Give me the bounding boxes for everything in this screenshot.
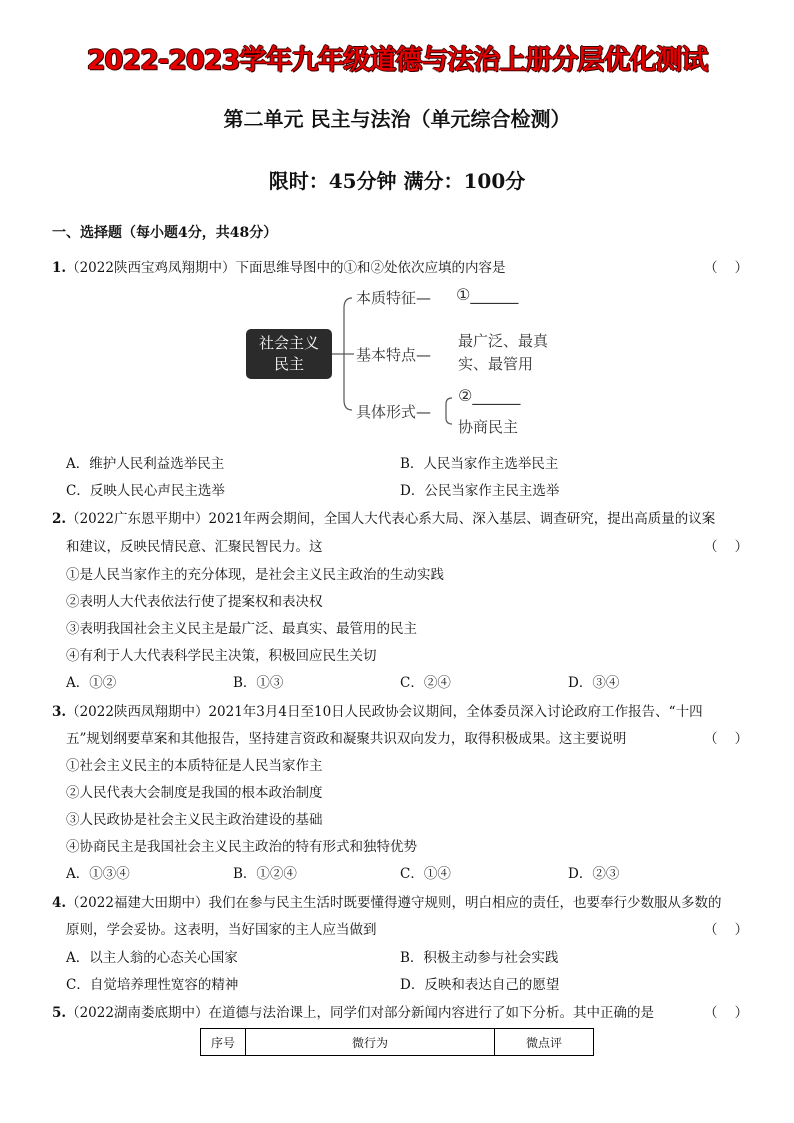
question-4-option-c: C．自觉培养理性宽容的精神 <box>66 977 239 993</box>
mind-map-branch-1-value: ①______ <box>456 285 519 304</box>
question-3-item-3: ③人民政协是社会主义民主政治建设的基础 <box>66 812 323 828</box>
table-header-cell: 微行为 <box>246 1029 495 1056</box>
question-4-answer-blank: （ ） <box>704 922 749 938</box>
question-2-item-4: ④有利于人大代表科学民主决策，积极回应民生关切 <box>66 648 377 664</box>
question-2-option-b: B．①③ <box>233 675 284 691</box>
question-2-option-c: C．②④ <box>400 675 451 691</box>
table-header-cell: 微点评 <box>495 1029 594 1056</box>
mind-map <box>246 282 586 442</box>
section-heading: 一、选择题（每小题4分，共48分） <box>52 225 278 241</box>
question-3-item-2: ②人民代表大会制度是我国的根本政治制度 <box>66 785 323 801</box>
question-3-item-4: ④协商民主是我国社会主义民主政治的特有形式和独特优势 <box>66 839 417 855</box>
mind-map-branch-2-value-2: 实、最管用 <box>458 355 534 373</box>
question-5-answer-blank: （ ） <box>704 1005 749 1021</box>
question-1-answer-blank: （ ） <box>704 260 749 276</box>
question-3-option-a: A．①③④ <box>66 866 130 882</box>
question-2-item-1: ①是人民当家作主的充分体现，是社会主义民主政治的生动实践 <box>66 567 444 583</box>
mind-map-branch-2-label: 基本特点— <box>356 346 432 364</box>
mind-map-branch-1-label: 本质特征— <box>356 289 432 307</box>
question-1-option-c: C．反映人民心声民主选举 <box>66 483 225 499</box>
question-4-option-b: B．积极主动参与社会实践 <box>400 950 559 966</box>
question-3-option-b: B．①②④ <box>233 866 297 882</box>
mind-map-root-line-1: 社会主义 <box>258 334 319 352</box>
question-2-option-d: D．③④ <box>568 675 620 691</box>
question-4-option-a: A．以主人翁的心态关心国家 <box>66 950 238 966</box>
question-2-line-2: 和建议，反映民情民意、汇聚民智民力。这 <box>66 539 323 555</box>
table-header-cell: 序号 <box>201 1029 246 1056</box>
question-3-line-1 <box>52 700 703 720</box>
question-3-number: 3. <box>52 704 67 720</box>
question-2-number: 2. <box>52 511 67 527</box>
mind-map-branch-3-label: 具体形式— <box>356 403 432 421</box>
question-1-number: 1. <box>52 260 67 276</box>
question-2-item-2: ②表明人大代表依法行使了提案权和表决权 <box>66 594 323 610</box>
question-4-text-1: （2022福建大田期中）我们在参与民主生活时既要懂得遵守规则，明白相应的责任，也要奉行少数服从多数的 <box>66 895 722 911</box>
question-1-text: （2022陕西宝鸡凤翔期中）下面思维导图中的①和②处依次应填的内容是 <box>66 260 506 276</box>
question-3-line-2: 五”规划纲要草案和其他报告，坚持建言资政和凝聚共识双向发力，取得积极成果。这主要说明 <box>66 731 627 747</box>
exam-timing: 限时：45分钟 满分：100分 <box>268 169 526 193</box>
page-title: 2022-2023学年九年级道德与法治上册分层优化测试 <box>86 45 708 76</box>
question-3-item-1: ①社会主义民主的本质特征是人民当家作主 <box>66 758 323 774</box>
question-4-line-1 <box>52 891 721 911</box>
question-2-answer-blank: （ ） <box>704 539 749 555</box>
question-1-line-1 <box>52 256 505 276</box>
question-2-option-a: A．①② <box>66 675 117 691</box>
question-5-table <box>200 1028 594 1056</box>
question-2-item-3: ③表明我国社会主义民主是最广泛、最真实、最管用的民主 <box>66 621 417 637</box>
question-5-line-1 <box>52 1001 654 1021</box>
mind-map-branch-2-value-1: 最广泛、最真 <box>458 332 549 350</box>
unit-subtitle: 第二单元 民主与法治（单元综合检测） <box>223 107 571 131</box>
question-1-option-b: B．人民当家作主选举民主 <box>400 456 559 472</box>
question-2-line-1 <box>52 507 715 527</box>
question-3-text-1: （2022陕西凤翔期中）2021年3月4日至10日人民政协会议期间，全体委员深入讨论政府工作报告、“十四 <box>66 704 703 720</box>
question-1-option-d: D．公民当家作主民主选举 <box>400 483 560 499</box>
question-4-number: 4. <box>52 895 67 911</box>
question-1-option-a: A．维护人民利益选举民主 <box>66 456 225 472</box>
mind-map-branch-3-value-2: 协商民主 <box>458 418 519 436</box>
question-3-option-d: D．②③ <box>568 866 620 882</box>
question-5-number: 5. <box>52 1005 67 1021</box>
mind-map-root-line-2: 民主 <box>273 355 304 373</box>
question-4-option-d: D．反映和表达自己的愿望 <box>400 977 560 993</box>
question-3-answer-blank: （ ） <box>704 731 749 747</box>
mind-map-root <box>246 329 332 379</box>
mind-map-branch-3-value-1: ②______ <box>458 386 521 405</box>
question-2-text-1: （2022广东恩平期中）2021年两会期间，全国人大代表心系大局、深入基层、调查研究，提出高质量的议案 <box>66 511 716 527</box>
table-header-row <box>201 1029 594 1056</box>
question-5-text-1: （2022湖南娄底期中）在道德与法治课上，同学们对部分新闻内容进行了如下分析。其中正确的是 <box>66 1005 654 1021</box>
question-3-option-c: C．①④ <box>400 866 451 882</box>
question-4-line-2: 原则，学会妥协。这表明，当好国家的主人应当做到 <box>66 922 377 938</box>
